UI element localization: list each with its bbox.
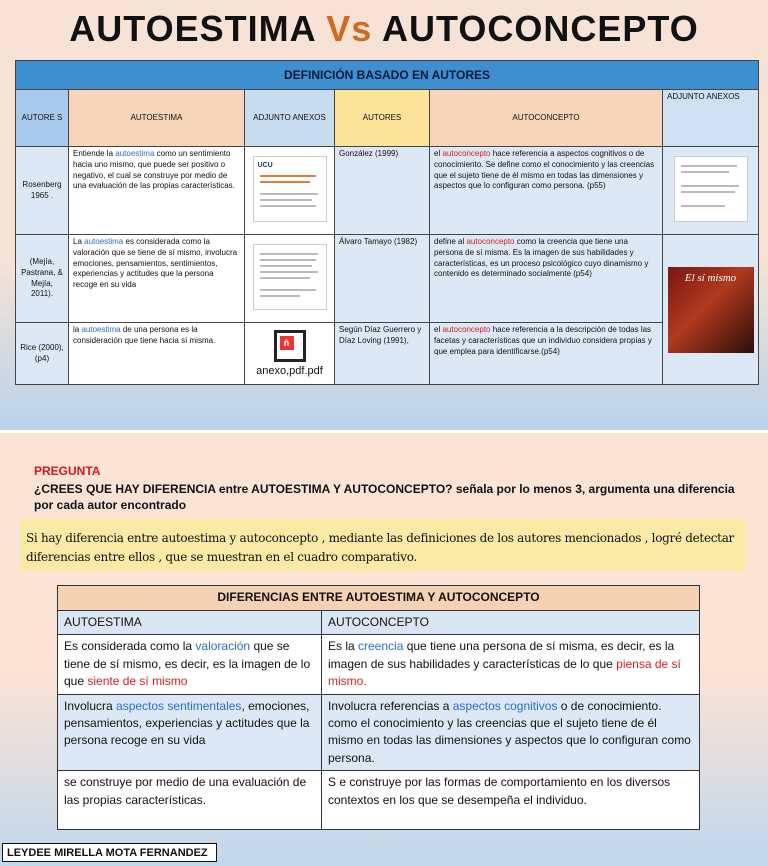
table-row (58, 635, 700, 694)
autoestima-cell: Es considerada como la valoración que se tiene de sí mismo, es decir, es la imagen de lo que siente de sí mismo (58, 635, 322, 694)
pdf-icon[interactable]: ñ (274, 330, 306, 362)
doc-logo: UCU (257, 162, 273, 169)
autoestima-cell: Involucra aspectos sentimentales, emociones, pensamientos, experiencias y actitudes que la persona recoge en su vida (58, 694, 322, 771)
attachment-cell (663, 235, 759, 385)
col-header-adjunto-1: ADJUNTO ANEXOS (245, 90, 335, 147)
document-thumbnail[interactable] (674, 156, 748, 222)
attachment-cell (245, 147, 335, 235)
col-header-autoconcepto: AUTOCONCEPTO (322, 611, 700, 635)
question-text: ¿CREES QUE HAY DIFERENCIA entre AUTOESTIMA Y AUTOCONCEPTO? señala por lo menos 3, argumenta una diferencia por cada autor encontrado (34, 482, 735, 513)
autoconcepto-cell: Involucra referencias a aspectos cognitivos o de conocimiento. como el conocimiento y las creencias que el sujeto tiene de él mismo en todas las dimensiones y aspectos que lo configuran como persona. (322, 694, 700, 771)
author-cell: Rice (2000), (p4) (16, 323, 69, 385)
pdf-label[interactable]: anexo,pdf.pdf (256, 365, 323, 377)
document-thumbnail[interactable] (253, 156, 327, 222)
col-header-adjunto-2: ADJUNTO ANEXOS (663, 90, 759, 147)
document-thumbnail[interactable] (253, 244, 327, 310)
table2-header: DIFERENCIAS ENTRE AUTOESTIMA Y AUTOCONCEPTO (58, 586, 700, 611)
title-right: AUTOCONCEPTO (382, 8, 699, 49)
col-header-autores-2: AUTORES (335, 90, 430, 147)
table-row (58, 771, 700, 830)
table-row (16, 323, 759, 385)
autoconcepto-cell: el autoconcepto hace referencia a aspectos cognitivos o de conocimiento. Se define como el conocimiento y las creencias que el sujeto tiene de él mismo en todas las dimensiones y aspectos que lo configuran como persona. (p55) (430, 147, 663, 235)
autoestima-cell: La autoestima es considerada como la valoración que se tiene de sí mismo, involucra emociones, pensamientos, sentimientos, experiencias y actitudes que la persona recoge en su vida (69, 235, 245, 323)
table1-header: DEFINICIÓN BASADO EN AUTORES (16, 61, 759, 90)
author-cell: (Mejía, Pastrana, & Mejía, 2011). (16, 235, 69, 323)
autoestima-cell: la autoestima de una persona es la consideración que tiene hacia sí misma. (69, 323, 245, 385)
answer-text: Si hay diferencia entre autoestima y autoconcepto , mediante las definiciones de los autores mencionados , logré detectar diferencias entre ellos , que se muestran en el cuadro comparativo. (20, 519, 746, 571)
col-header-autoestima: AUTOESTIMA (58, 611, 322, 635)
differences-table (57, 585, 700, 830)
author-cell: Según Díaz Guerrero y Díaz Loving (1991), (335, 323, 430, 385)
table-row (16, 235, 759, 323)
page-title (0, 8, 768, 50)
author-cell: González (1999) (335, 147, 430, 235)
attachment-cell (663, 147, 759, 235)
col-header-autoconcepto: AUTOCONCEPTO (430, 90, 663, 147)
definitions-table (15, 60, 759, 385)
author-signature: LEYDEE MIRELLA MOTA FERNANDEZ (2, 843, 217, 862)
col-header-autores: AUTORE S (16, 90, 69, 147)
col-header-autoestima: AUTOESTIMA (69, 90, 245, 147)
attachment-cell (245, 323, 335, 385)
autoconcepto-cell: el autoconcepto hace referencia a la descripción de todas las facetas y características que un individuo considera propias y que emplea para identificarse.(p54) (430, 323, 663, 385)
book-cover-image[interactable] (668, 267, 754, 353)
autoconcepto-cell: S e construye por las formas de comportamiento en los diversos contextos en los que se desempeña el individuo. (322, 771, 700, 830)
author-cell: Álvaro Tamayo (1982) (335, 235, 430, 323)
author-cell: Rosenberg 1965 . (16, 147, 69, 235)
panel-divider (0, 430, 768, 433)
autoconcepto-cell: define al autoconcepto como la creencia que tiene una persona de sí misma. Es la imagen de sus habilidades y características, es un proceso psicológico cuyo dinamismo y contenido es determinado socialmente (p54) (430, 235, 663, 323)
title-vs: Vs (326, 8, 373, 49)
question-label: PREGUNTA (34, 464, 101, 478)
title-left: AUTOESTIMA (69, 8, 316, 49)
autoconcepto-cell: Es la creencia que tiene una persona de sí misma, es decir, es la imagen de sus habilidades y características de lo que piensa de sí mismo. (322, 635, 700, 694)
table-row (16, 147, 759, 235)
book-title: El sí mismo (684, 271, 737, 284)
attachment-cell (245, 235, 335, 323)
table-row (58, 694, 700, 771)
autoestima-cell: se construye por medio de una evaluación de las propias características. (58, 771, 322, 830)
autoestima-cell: Entiende la autoestima como un sentimiento hacia uno mismo, que puede ser positivo o negativo, el cual se construye por medio de una evaluación de las propias características. (69, 147, 245, 235)
